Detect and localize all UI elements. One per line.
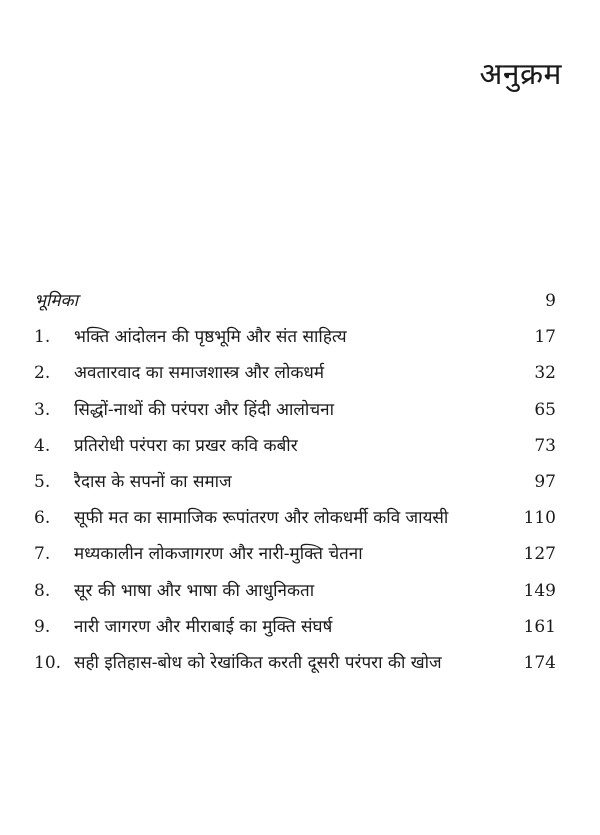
toc-entry-title: भूमिका: [34, 291, 78, 311]
toc-entry-number: 10.: [34, 652, 62, 673]
toc-entry-page: 9: [545, 291, 556, 311]
toc-entry-page: 174: [523, 652, 556, 673]
toc-entry: [34, 578, 556, 614]
toc-entry-number: 7.: [34, 544, 51, 565]
toc-entry-number: 3.: [34, 399, 51, 420]
toc-entry-title: सूफी मत का सामाजिक रूपांतरण और लोकधर्मी कवि जायसी: [74, 508, 449, 529]
toc-entry-page: 110: [523, 508, 556, 529]
toc-entry-title: भक्ति आंदोलन की पृष्ठभूमि और संत साहित्य: [74, 327, 347, 348]
toc-entry: [34, 397, 556, 433]
toc-entry-title: सही इतिहास-बोध को रेखांकित करती दूसरी परंपरा की खोज: [74, 652, 442, 673]
toc-entry-title: अवतारवाद का समाजशास्त्र और लोकधर्म: [74, 363, 325, 384]
toc-entry-page: 97: [534, 471, 556, 492]
toc-entry-page: 161: [523, 616, 556, 637]
toc-entry: [34, 324, 556, 360]
toc-entry-title: रैदास के सपनों का समाज: [74, 471, 232, 492]
toc-entry-page: 127: [523, 544, 556, 565]
toc-entry-title: नारी जागरण और मीराबाई का मुक्ति संघर्ष: [74, 616, 333, 637]
toc-entry: [34, 614, 556, 650]
toc-entry-number: 5.: [34, 471, 51, 492]
toc-entry-number: 1.: [34, 327, 51, 348]
toc-entry-page: 73: [534, 435, 556, 456]
toc-entry-number: 8.: [34, 580, 51, 601]
page-title: अनुक्रम: [479, 57, 562, 92]
toc-entry-number: 2.: [34, 363, 51, 384]
toc-entry-title: मध्यकालीन लोकजागरण और नारी-मुक्ति चेतना: [74, 544, 363, 565]
toc-entry: [34, 469, 556, 505]
toc-entry-title: प्रतिरोधी परंपरा का प्रखर कवि कबीर: [74, 435, 298, 456]
toc-entry-number: 6.: [34, 508, 51, 529]
table-of-contents: [34, 288, 556, 686]
toc-entry-page: 32: [534, 363, 556, 384]
toc-entry-title: सिद्धों-नाथों की परंपरा और हिंदी आलोचना: [74, 399, 334, 420]
toc-entry: [34, 541, 556, 577]
toc-entry: [34, 360, 556, 396]
toc-entry: [34, 650, 556, 686]
toc-entry-page: 65: [534, 399, 556, 420]
toc-entry: [34, 433, 556, 469]
toc-entry: [34, 505, 556, 541]
toc-entry-number: 4.: [34, 435, 51, 456]
toc-entry-title: सूर की भाषा और भाषा की आधुनिकता: [74, 580, 315, 601]
toc-entry-page: 149: [523, 580, 556, 601]
toc-entry-intro: [34, 288, 556, 324]
toc-entry-page: 17: [534, 327, 556, 348]
toc-entry-number: 9.: [34, 616, 51, 637]
